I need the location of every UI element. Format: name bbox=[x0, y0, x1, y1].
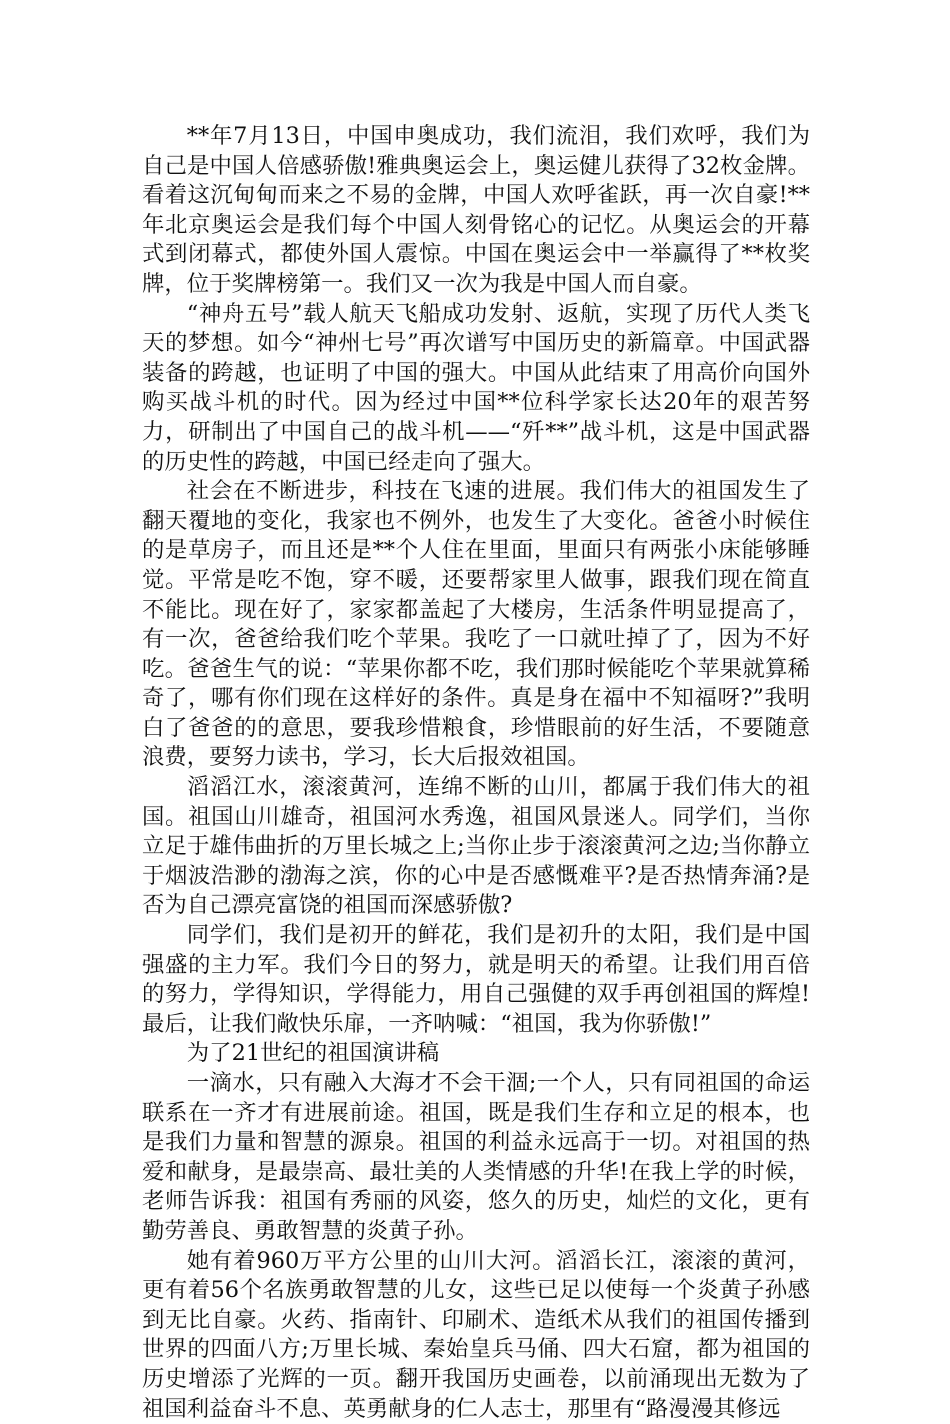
paragraph-closing-call: 同学们，我们是初开的鲜花，我们是初升的太阳，我们是中国强盛的主力军。我们今日的努力，就是明天的希望。让我们用百倍的努力，学得知识，学得能力，用自己强健的双手再创祖国的辉煌!最后，让我们敞快乐扉，一齐呐喊：“祖国，我为你骄傲!” bbox=[142, 922, 810, 1037]
paragraph-history: 她有着960万平方公里的山川大河。滔滔长江，滚滚的黄河，更有着56个名族勇敢智慧的儿女，这些已足以使每一个炎黄子孙感到无比自豪。火药、指南针、印刷术、造纸术从我们的祖国传播到世界的四面八方;万里长城、秦始皇兵马俑、四大石窟，都为祖国的历史增添了光辉的一页。翻开我国历史画卷，以前涌现出无数为了祖国利益奋斗不息、英勇献身的仁人志士，那里有“路漫漫其修远 bbox=[142, 1247, 810, 1422]
paragraph-family-change: 社会在不断进步，科技在飞速的进展。我们伟大的祖国发生了翻天覆地的变化，我家也不例外，也发生了大变化。爸爸小时候住的是草房子，而且还是**个人住在里面，里面只有两张小床能够睡觉。平常是吃不饱，穿不暖，还要帮家里人做事，跟我们现在简直不能比。现在好了，家家都盖起了大楼房，生活条件明显提高了，有一次，爸爸给我们吃个苹果。我吃了一口就吐掉了了，因为不好吃。爸爸生气的说：“苹果你都不吃，我们那时候能吃个苹果就算稀奇了，哪有你们现在这样好的条件。真是身在福中不知福呀?”我明白了爸爸的的意思，要我珍惜粮食，珍惜眼前的好生活，不要随意浪费，要努力读书，学习，长大后报效祖国。 bbox=[142, 478, 810, 771]
document-body bbox=[142, 122, 810, 1424]
section-title: 为了21世纪的祖国演讲稿 bbox=[186, 1040, 440, 1067]
paragraph-spaceflight: “神舟五号”载人航天飞船成功发射、返航，实现了历代人类飞天的梦想。如今“神州七号”再次谱写中国历史的新篇章。中国武器装备的跨越，也证明了中国的强大。中国从此结束了用高价向国外购买战斗机的时代。因为经过中国**位科学家长达20年的艰苦努力，研制出了中国自己的战斗机——“歼**”战斗机，这是中国武器的历史性的跨越，中国已经走向了强大。 bbox=[142, 300, 810, 475]
paragraph-drop-of-water: 一滴水，只有融入大海才不会干涸;一个人，只有同祖国的命运联系在一齐才有进展前途。祖国，既是我们生存和立足的根本，也是我们力量和智慧的源泉。祖国的利益永远高于一切。对祖国的热爱和献身，是最崇高、最壮美的人类情感的升华!在我上学的时候，老师告诉我：祖国有秀丽的风姿，悠久的历史，灿烂的文化，更有勤劳善良、勇敢智慧的炎黄子孙。 bbox=[142, 1070, 810, 1244]
paragraph-olympics: **年7月13日，中国申奥成功，我们流泪，我们欢呼，我们为自己是中国人倍感骄傲!雅典奥运会上，奥运健儿获得了32枚金牌。看着这沉甸甸而来之不易的金牌，中国人欢呼雀跃，再一次自豪!**年北京奥运会是我们每个中国人刻骨铭心的记忆。从奥运会的开幕式到闭幕式，都使外国人震惊。中国在奥运会中一举赢得了**枚奖牌，位于奖牌榜第一。我们又一次为我是中国人而自豪。 bbox=[142, 123, 810, 297]
paragraph-landscape: 滔滔江水，滚滚黄河，连绵不断的山川，都属于我们伟大的祖国。祖国山川雄奇，祖国河水秀逸，祖国风景迷人。同学们，当你立足于雄伟曲折的万里长城之上;当你止步于滚滚黄河之边;当你静立于烟波浩渺的渤海之滨，你的心中是否感慨难平?是否热情奔涌?是否为自己漂亮富饶的祖国而深感骄傲? bbox=[142, 774, 810, 919]
